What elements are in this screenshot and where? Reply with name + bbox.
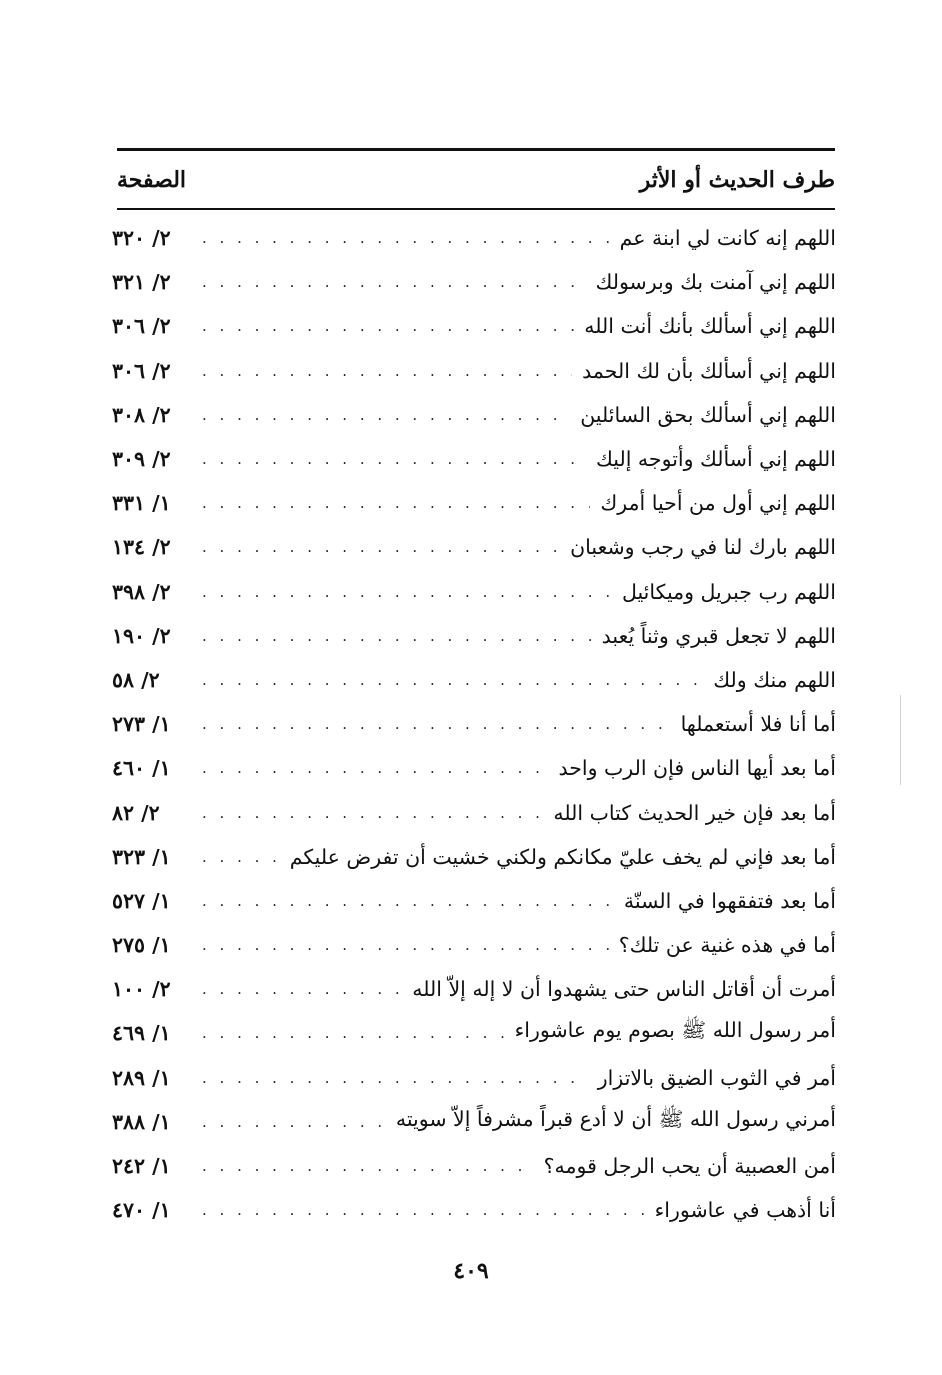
index-entries xyxy=(112,216,836,1232)
entry-page-ref: ١/ ٤٧٠ xyxy=(112,1198,171,1223)
index-entry xyxy=(112,1100,836,1144)
index-entry xyxy=(112,923,836,967)
dot-leader xyxy=(196,538,560,556)
index-entry xyxy=(112,570,836,614)
dot-leader xyxy=(196,450,586,468)
index-entry xyxy=(112,658,836,702)
entry-page-ref: ٢/ ٣٠٦ xyxy=(112,314,171,339)
entry-text: أما بعد فإني لم يخف عليّ مكانكم ولكني خشيت أن تفرض عليكم xyxy=(289,844,836,869)
entry-page-ref: ١/ ٢٨٩ xyxy=(112,1065,171,1090)
entry-text: أنا أذهب في عاشوراء xyxy=(654,1198,836,1223)
index-entry xyxy=(112,1011,836,1055)
entry-page-ref: ٢/ ٣٩٨ xyxy=(112,579,171,604)
index-entry xyxy=(112,481,836,525)
dot-leader xyxy=(196,317,574,335)
entry-text: اللهم إني أسألك بحق السائلين xyxy=(580,402,836,427)
entry-text: أمن العصبية أن يحب الرجل قومه؟ xyxy=(543,1154,836,1179)
dot-leader xyxy=(196,362,572,380)
entry-page-ref: ٢/ ٨٢ xyxy=(112,800,160,825)
dot-leader xyxy=(196,848,280,866)
entry-text: أمر في الثوب الضيق بالاتزار xyxy=(597,1065,836,1090)
entry-page-ref: ١/ ٥٢٧ xyxy=(112,888,171,913)
dot-leader xyxy=(196,892,614,910)
entry-text: اللهم إنه كانت لي ابنة عم xyxy=(619,226,836,251)
entry-page-ref: ١/ ٣٨٨ xyxy=(112,1109,171,1134)
page-number: ٤٠٩ xyxy=(453,1258,489,1284)
index-entry xyxy=(112,1188,836,1232)
entry-page-ref: ٢/ ٥٨ xyxy=(112,667,160,692)
index-entry xyxy=(112,1056,836,1100)
dot-leader xyxy=(196,1069,588,1087)
entry-text: أما أنا فلا أستعملها xyxy=(680,712,836,737)
dot-leader xyxy=(196,759,548,777)
dot-leader xyxy=(196,229,610,247)
header-title-label: طرف الحديث أو الأثر xyxy=(639,167,835,193)
top-rule xyxy=(117,148,835,151)
index-entry xyxy=(112,304,836,348)
dot-leader xyxy=(196,1157,534,1175)
entry-text: اللهم إني أسألك بأنك أنت الله xyxy=(584,314,836,339)
index-entry xyxy=(112,349,836,393)
entry-text: أما بعد فتفقهوا في السنّة xyxy=(623,888,836,913)
entry-text: اللهم بارك لنا في رجب وشعبان xyxy=(570,535,836,560)
index-entry xyxy=(112,393,836,437)
entry-page-ref: ٢/ ٣٢١ xyxy=(112,270,171,295)
dot-leader xyxy=(196,671,703,689)
index-entry xyxy=(112,967,836,1011)
entry-page-ref: ١/ ٤٦٠ xyxy=(112,756,171,781)
dot-leader xyxy=(196,1201,645,1219)
dot-leader xyxy=(196,273,585,291)
entry-page-ref: ٢/ ٣٢٠ xyxy=(112,226,171,251)
entry-text: اللهم رب جبريل وميكائيل xyxy=(621,579,836,604)
entry-text: اللهم لا تجعل قبري وثناً يُعبد xyxy=(601,623,836,648)
entry-text: أما بعد فإن خير الحديث كتاب الله xyxy=(553,800,836,825)
entry-page-ref: ١/ ٣٣١ xyxy=(112,491,171,516)
dot-leader xyxy=(196,804,543,822)
header-rule xyxy=(117,208,835,210)
entry-page-ref: ٢/ ٣٠٨ xyxy=(112,402,171,427)
dot-leader xyxy=(196,406,570,424)
index-entry xyxy=(112,260,836,304)
index-entry xyxy=(112,437,836,481)
index-entry xyxy=(112,525,836,569)
index-entry xyxy=(112,614,836,658)
entry-text: أمرت أن أقاتل الناس حتى يشهدوا أن لا إله إلاّ الله xyxy=(412,977,836,1002)
dot-leader xyxy=(196,980,402,998)
entry-text: اللهم منك ولك xyxy=(713,667,836,692)
dot-leader xyxy=(196,1113,386,1131)
index-entry xyxy=(112,835,836,879)
entry-page-ref: ١/ ٤٦٩ xyxy=(112,1021,171,1046)
entry-text: اللهم إني أسألك بأن لك الحمد xyxy=(582,358,836,383)
entry-page-ref: ١/ ٣٢٣ xyxy=(112,844,171,869)
entry-page-ref: ١/ ٢٧٣ xyxy=(112,712,171,737)
entry-page-ref: ٢/ ٣٠٩ xyxy=(112,447,171,472)
index-entry xyxy=(112,746,836,790)
index-entry xyxy=(112,1144,836,1188)
entry-page-ref: ١/ ٢٤٢ xyxy=(112,1154,171,1179)
margin-mark xyxy=(900,695,901,785)
entry-text: اللهم إني آمنت بك وبرسولك xyxy=(595,270,836,295)
dot-leader xyxy=(196,627,592,645)
dot-leader xyxy=(196,715,671,733)
entry-page-ref: ٢/ ١٩٠ xyxy=(112,623,171,648)
dot-leader xyxy=(196,1024,505,1042)
entry-page-ref: ٢/ ١٠٠ xyxy=(112,977,171,1002)
entry-text: أمر رسول الله ﷺ بصوم يوم عاشوراء xyxy=(514,1018,836,1043)
entry-text: اللهم إني أسألك وأتوجه إليك xyxy=(596,447,836,472)
header-page-label: الصفحة xyxy=(117,167,187,193)
dot-leader xyxy=(196,494,590,512)
table-header xyxy=(117,158,835,202)
dot-leader xyxy=(196,583,612,601)
entry-text: اللهم إني أول من أحيا أمرك xyxy=(600,491,836,516)
dot-leader xyxy=(196,936,609,954)
entry-text: أمرني رسول الله ﷺ أن لا أدع قبراً مشرفاً إلاّ سويته xyxy=(395,1106,836,1131)
index-entry xyxy=(112,216,836,260)
index-entry xyxy=(112,879,836,923)
entry-text: أما في هذه غنية عن تلك؟ xyxy=(618,933,836,958)
entry-page-ref: ٢/ ١٣٤ xyxy=(112,535,171,560)
entry-page-ref: ١/ ٢٧٥ xyxy=(112,933,171,958)
index-entry xyxy=(112,702,836,746)
entry-page-ref: ٢/ ٣٠٦ xyxy=(112,358,171,383)
index-entry xyxy=(112,790,836,834)
entry-text: أما بعد أيها الناس فإن الرب واحد xyxy=(558,756,836,781)
